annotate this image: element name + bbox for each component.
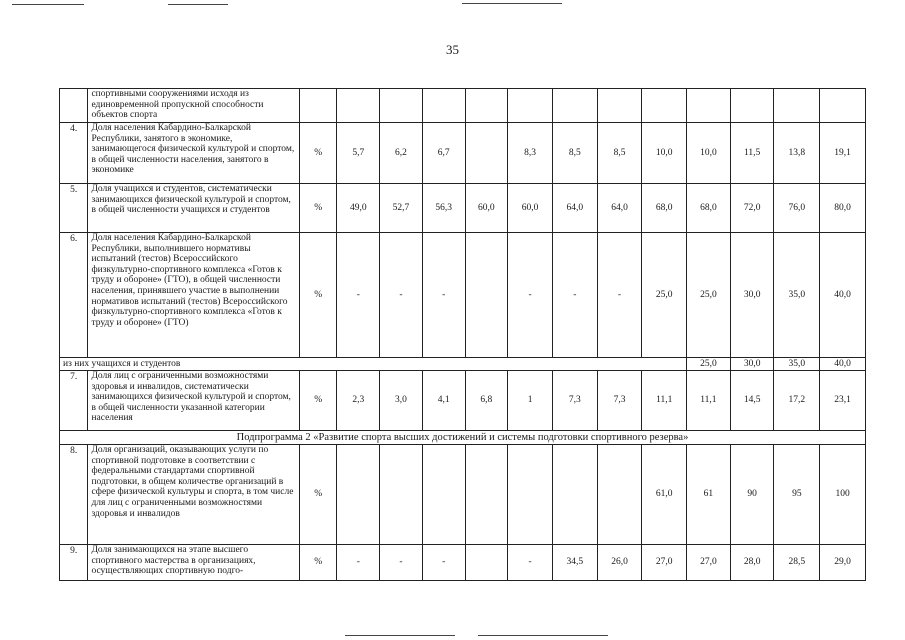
value-cell: 29,0 bbox=[820, 545, 866, 581]
value-cell: 11,5 bbox=[730, 123, 774, 184]
row-description: спортивными сооружениями исходя из единовременной пропускной способности объектов спорта bbox=[88, 89, 299, 123]
value-cell bbox=[337, 89, 380, 123]
value-cell: 8,5 bbox=[552, 123, 597, 184]
value-cell: 10,0 bbox=[642, 123, 687, 184]
value-cell bbox=[465, 445, 508, 545]
scan-mark bbox=[462, 3, 562, 4]
value-cell: 14,5 bbox=[730, 371, 774, 431]
value-cell: 68,0 bbox=[642, 184, 687, 233]
value-cell: 61,0 bbox=[642, 445, 687, 545]
value-cell: 8,3 bbox=[508, 123, 553, 184]
value-cell: 27,0 bbox=[687, 545, 731, 581]
unit-cell: % bbox=[299, 445, 337, 545]
scan-mark bbox=[478, 635, 608, 636]
table-row bbox=[60, 123, 866, 184]
scan-mark bbox=[12, 4, 84, 5]
value-cell: 64,0 bbox=[552, 184, 597, 233]
table-row bbox=[60, 371, 866, 431]
value-cell: 35,0 bbox=[774, 358, 820, 371]
value-cell: - bbox=[597, 233, 642, 358]
value-cell bbox=[465, 123, 508, 184]
value-cell bbox=[597, 89, 642, 123]
value-cell: 25,0 bbox=[687, 233, 731, 358]
value-cell bbox=[422, 89, 465, 123]
value-cell: 7,3 bbox=[597, 371, 642, 431]
value-cell: 30,0 bbox=[730, 358, 774, 371]
value-cell bbox=[422, 445, 465, 545]
value-cell: 80,0 bbox=[820, 184, 866, 233]
value-cell: 17,2 bbox=[774, 371, 820, 431]
indicators-table bbox=[59, 88, 866, 581]
value-cell: 8,5 bbox=[597, 123, 642, 184]
value-cell bbox=[552, 445, 597, 545]
value-cell bbox=[774, 89, 820, 123]
table-row bbox=[60, 233, 866, 358]
value-cell: 40,0 bbox=[820, 358, 866, 371]
value-cell: 6,8 bbox=[465, 371, 508, 431]
value-cell: 10,0 bbox=[687, 123, 731, 184]
value-cell: 27,0 bbox=[642, 545, 687, 581]
value-cell bbox=[465, 545, 508, 581]
value-cell: 30,0 bbox=[730, 233, 774, 358]
value-cell bbox=[508, 445, 553, 545]
value-cell: 13,8 bbox=[774, 123, 820, 184]
value-cell: 11,1 bbox=[687, 371, 731, 431]
value-cell bbox=[642, 89, 687, 123]
value-cell: 25,0 bbox=[642, 233, 687, 358]
unit-cell bbox=[299, 89, 337, 123]
row-number: 5. bbox=[60, 184, 88, 233]
subprogram-title: Подпрограмма 2 «Развитие спорта высших достижений и системы подготовки спортивного резерва» bbox=[60, 431, 866, 445]
row-description: Доля учащихся и студентов, систематически занимающихся физической культурой и спортом, в общей численности учащихся и студентов bbox=[88, 184, 299, 233]
value-cell: 2,3 bbox=[337, 371, 380, 431]
value-cell bbox=[552, 89, 597, 123]
row-number: 8. bbox=[60, 445, 88, 545]
value-cell: 61 bbox=[687, 445, 731, 545]
scan-mark bbox=[168, 4, 228, 5]
table-body bbox=[60, 89, 866, 581]
value-cell: - bbox=[337, 545, 380, 581]
value-cell: 68,0 bbox=[687, 184, 731, 233]
value-cell: - bbox=[508, 545, 553, 581]
value-cell: 1 bbox=[508, 371, 553, 431]
row-number: 6. bbox=[60, 233, 88, 358]
unit-cell: % bbox=[299, 123, 337, 184]
scan-mark bbox=[345, 635, 455, 636]
unit-cell: % bbox=[299, 545, 337, 581]
value-cell: 23,1 bbox=[820, 371, 866, 431]
value-cell: 6,2 bbox=[380, 123, 423, 184]
value-cell bbox=[380, 445, 423, 545]
value-cell: 95 bbox=[774, 445, 820, 545]
value-cell: 3,0 bbox=[380, 371, 423, 431]
row-description: из них учащихся и студентов bbox=[60, 358, 687, 371]
row-number bbox=[60, 89, 88, 123]
value-cell bbox=[337, 445, 380, 545]
row-number: 4. bbox=[60, 123, 88, 184]
unit-cell: % bbox=[299, 184, 337, 233]
value-cell bbox=[687, 89, 731, 123]
value-cell bbox=[597, 445, 642, 545]
value-cell: 64,0 bbox=[597, 184, 642, 233]
value-cell: 60,0 bbox=[508, 184, 553, 233]
value-cell bbox=[508, 89, 553, 123]
value-cell: - bbox=[552, 233, 597, 358]
value-cell: 52,7 bbox=[380, 184, 423, 233]
value-cell: 76,0 bbox=[774, 184, 820, 233]
value-cell: 4,1 bbox=[422, 371, 465, 431]
subrow-students bbox=[60, 358, 866, 371]
table-row bbox=[60, 545, 866, 581]
row-description: Доля лиц с ограниченными возможностями здоровья и инвалидов, систематически занимающихся физической культурой и спортом, в общей численности указанной категории населения bbox=[88, 371, 299, 431]
table-row bbox=[60, 89, 866, 123]
value-cell: - bbox=[337, 233, 380, 358]
value-cell: 56,3 bbox=[422, 184, 465, 233]
table-row bbox=[60, 184, 866, 233]
value-cell: 34,5 bbox=[552, 545, 597, 581]
value-cell: - bbox=[422, 545, 465, 581]
row-description: Доля организаций, оказывающих услуги по спортивной подготовке в соответствии с федеральными стандартами спортивной подготовки, в общем количестве организаций в сфере физической культуры и спорта, в том числе для лиц с ограниченными возможностями здоровья и инвалидов bbox=[88, 445, 299, 545]
value-cell: - bbox=[380, 233, 423, 358]
value-cell bbox=[465, 233, 508, 358]
page-number: 35 bbox=[446, 42, 459, 57]
unit-cell: % bbox=[299, 233, 337, 358]
value-cell: 100 bbox=[820, 445, 866, 545]
row-number: 9. bbox=[60, 545, 88, 581]
value-cell bbox=[820, 89, 866, 123]
value-cell: 60,0 bbox=[465, 184, 508, 233]
value-cell: 7,3 bbox=[552, 371, 597, 431]
subprogram-row bbox=[60, 431, 866, 445]
value-cell: 26,0 bbox=[597, 545, 642, 581]
value-cell: 6,7 bbox=[422, 123, 465, 184]
value-cell: 90 bbox=[730, 445, 774, 545]
value-cell: - bbox=[508, 233, 553, 358]
value-cell: 40,0 bbox=[820, 233, 866, 358]
value-cell: 5,7 bbox=[337, 123, 380, 184]
value-cell: - bbox=[422, 233, 465, 358]
row-description: Доля населения Кабардино-Балкарской Республики, занятого в экономике, занимающегося физической культурой и спортом, в общей численности населения, занятого в экономике bbox=[88, 123, 299, 184]
value-cell bbox=[730, 89, 774, 123]
value-cell: 25,0 bbox=[687, 358, 731, 371]
row-description: Доля населения Кабардино-Балкарской Республики, выполнившего нормативы испытаний (тестов) Всероссийского физкультурно-спортивного комплекса «Готов к труду и обороне» (ГТО), в общей численности населения, принявшего участие в выполнении нормативов испытаний (тестов) Всероссийского физкультурно-спортивного комплекса «Готов к труду и обороне» (ГТО) bbox=[88, 233, 299, 358]
unit-cell: % bbox=[299, 371, 337, 431]
value-cell: 19,1 bbox=[820, 123, 866, 184]
value-cell: 49,0 bbox=[337, 184, 380, 233]
value-cell: 11,1 bbox=[642, 371, 687, 431]
value-cell bbox=[380, 89, 423, 123]
value-cell: 72,0 bbox=[730, 184, 774, 233]
value-cell: 28,5 bbox=[774, 545, 820, 581]
value-cell bbox=[465, 89, 508, 123]
row-number: 7. bbox=[60, 371, 88, 431]
row-description: Доля занимающихся на этапе высшего спортивного мастерства в организациях, осуществляющих спортивную подго- bbox=[88, 545, 299, 581]
value-cell: 35,0 bbox=[774, 233, 820, 358]
value-cell: 28,0 bbox=[730, 545, 774, 581]
value-cell: - bbox=[380, 545, 423, 581]
table-row bbox=[60, 445, 866, 545]
